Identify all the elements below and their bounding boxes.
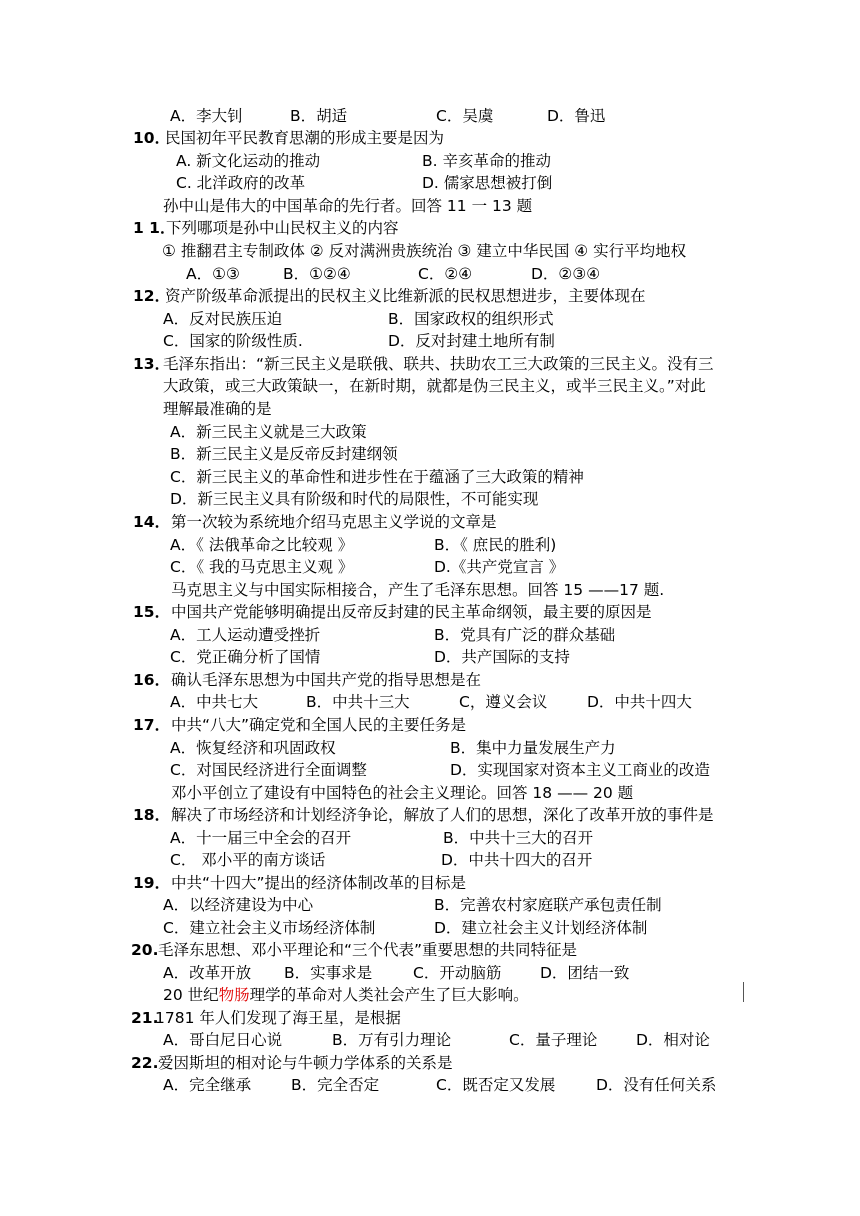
option-c: C．对国民经济进行全面调整: [170, 761, 367, 779]
question-number: 12．: [133, 287, 171, 305]
option-d: D．②③④: [531, 265, 601, 283]
question-text: 第一次较为系统地介绍马克思主义学说的文章是: [171, 513, 497, 531]
option-a: A．《 法俄革命之比较观 》: [170, 536, 354, 554]
option-d: D．相对论: [636, 1031, 710, 1049]
option-c: C．吴虞: [436, 107, 494, 125]
question-text: 下列哪项是孙中山民权主义的内容: [166, 219, 399, 237]
question-text: 中共“八大”确定党和全国人民的主要任务是: [171, 716, 467, 734]
option-a: A．以经济建设为中心: [163, 896, 314, 914]
option-b: B．国家政权的组织形式: [388, 310, 554, 328]
option-c: C．新三民主义的革命性和进步性在于蕴涵了三大政策的精神: [170, 468, 584, 486]
option-d: D．没有任何关系: [596, 1076, 717, 1094]
option-d: D.《共产党宣言 》: [434, 558, 565, 576]
option-b: B．中共十三大: [306, 693, 410, 711]
option-d: D．新三民主义具有阶级和时代的局限性，不可能实现: [170, 490, 539, 508]
option-d: D．共产国际的支持: [434, 648, 570, 666]
question-text: 资产阶级革命派提出的民权主义比维新派的民权思想进步，主要体现在: [165, 287, 646, 305]
option-a: A．十一届三中全会的召开: [170, 829, 352, 847]
option-c: C．量子理论: [509, 1031, 598, 1049]
option-b: B．集中力量发展生产力: [450, 739, 616, 757]
option-a: A．完全继承: [163, 1076, 252, 1094]
option-b: B．党具有广泛的群众基础: [434, 626, 616, 644]
question-text: 民国初年平民教育思潮的形成主要是因为: [165, 129, 445, 147]
option-b: B．新三民主义是反帝反封建纲领: [170, 445, 398, 463]
option-b: B．完全否定: [291, 1076, 380, 1094]
option-d: D．反对封建土地所有制: [388, 332, 555, 350]
option-a: A. 新文化运动的推动: [176, 152, 321, 170]
option-c: C．②④: [418, 265, 473, 283]
option-d: D. 儒家思想被打倒: [422, 174, 553, 192]
option-a: A．①③: [186, 265, 240, 283]
option-b: B．胡适: [290, 107, 348, 125]
option-d: D．建立社会主义计划经济体制: [434, 919, 648, 937]
section-intro: 邓小平创立了建设有中国特色的社会主义理论。回答 18 —— 20 题: [171, 784, 634, 802]
option-a: A．新三民主义就是三大政策: [170, 423, 367, 441]
option-c: C．既否定又发展: [436, 1076, 556, 1094]
option-b: B．①②④: [283, 265, 351, 283]
intro-suffix: 理学的革命对人类社会产生了巨大影响。: [249, 986, 529, 1004]
question-text: 确认毛泽东思想为中国共产党的指导思想是在: [171, 671, 482, 689]
question-number: 1 1．: [133, 219, 176, 237]
highlighted-typo: 物肠: [218, 986, 250, 1004]
question-text: 爱因斯坦的相对论与牛顿力学体系的关系是: [158, 1054, 453, 1072]
option-d: D．团结一致: [540, 964, 630, 982]
question-number: 17．: [133, 716, 171, 734]
question-text-line3: 理解最准确的是: [163, 400, 272, 418]
option-c: C. 北洋政府的改革: [176, 174, 306, 192]
option-a: A．哥白尼日心说: [163, 1031, 283, 1049]
section-intro: 孙中山是伟大的中国革命的先行者。回答 11 一 13 题: [163, 197, 533, 215]
option-c: C．国家的阶级性质.: [163, 332, 303, 350]
option-b: B．《 庶民的胜利): [434, 536, 557, 554]
section-intro: [163, 985, 529, 1005]
question-number: 16．: [133, 671, 171, 689]
option-a: A．中共七大: [170, 693, 259, 711]
question-text: 1781 年人们发现了海王星，是根据: [155, 1009, 401, 1027]
section-intro: 马克思主义与中国实际相接合，产生了毛泽东思想。回答 15 ——17 题.: [171, 581, 665, 599]
option-b: B．万有引力理论: [332, 1031, 452, 1049]
option-a: A．反对民族压迫: [163, 310, 283, 328]
intro-prefix: 20 世纪: [163, 986, 219, 1004]
question-number: 15．: [133, 603, 171, 621]
option-c: C，遵义会议: [459, 693, 548, 711]
option-a: A．工人运动遭受挫折: [170, 626, 321, 644]
question-number: 19．: [133, 874, 171, 892]
question-subitems: ① 推翻君主专制政体 ② 反对满洲贵族统治 ③ 建立中华民国 ④ 实行平均地权: [162, 242, 687, 260]
option-b: B．实事求是: [284, 964, 373, 982]
option-d: D．中共十四大: [587, 693, 692, 711]
question-text: 毛泽东思想、邓小平理论和“三个代表”重要思想的共同特征是: [158, 941, 578, 959]
option-a: A．李大钊: [170, 107, 243, 125]
option-b: B．中共十三大的召开: [443, 829, 594, 847]
option-d: D．中共十四大的召开: [441, 851, 593, 869]
question-text: 解决了市场经济和计划经济争论，解放了人们的思想，深化了改革开放的事件是: [171, 806, 714, 824]
option-b: B．完善农村家庭联产承包责任制: [434, 896, 662, 914]
option-c: C． 邓小平的南方谈话: [170, 851, 326, 869]
option-b: B. 辛亥革命的推动: [422, 152, 551, 170]
question-text: 毛泽东指出：“新三民主义是联俄、联共、扶助农工三大政策的三民主义。没有三: [163, 355, 714, 373]
option-c: C．《 我的马克思主义观 》: [170, 558, 354, 576]
option-c: C．党正确分析了国情: [170, 648, 321, 666]
question-number: 21.: [131, 1009, 159, 1027]
option-d: D．鲁迅: [547, 107, 606, 125]
question-number: 22.: [131, 1054, 159, 1072]
question-text-line2: 大政策，或三大政策缺一，在新时期，就都是伪三民主义，或半三民主义。”对此: [163, 377, 706, 395]
option-c: C．开动脑筋: [413, 964, 502, 982]
question-number: 18．: [133, 806, 171, 824]
question-text: 中共“十四大”提出的经济体制改革的目标是: [171, 874, 467, 892]
question-number: 20.: [131, 941, 159, 959]
question-number: 13．: [133, 355, 171, 373]
question-number: 10．: [133, 129, 171, 147]
text-cursor: [743, 982, 744, 1002]
option-a: A．恢复经济和巩固政权: [170, 739, 336, 757]
option-a: A．改革开放: [163, 964, 252, 982]
question-number: 14．: [133, 513, 171, 531]
option-d: D．实现国家对资本主义工商业的改造: [450, 761, 710, 779]
option-c: C．建立社会主义市场经济体制: [163, 919, 376, 937]
question-text: 中国共产党能够明确提出反帝反封建的民主革命纲领，最主要的原因是: [171, 603, 652, 621]
